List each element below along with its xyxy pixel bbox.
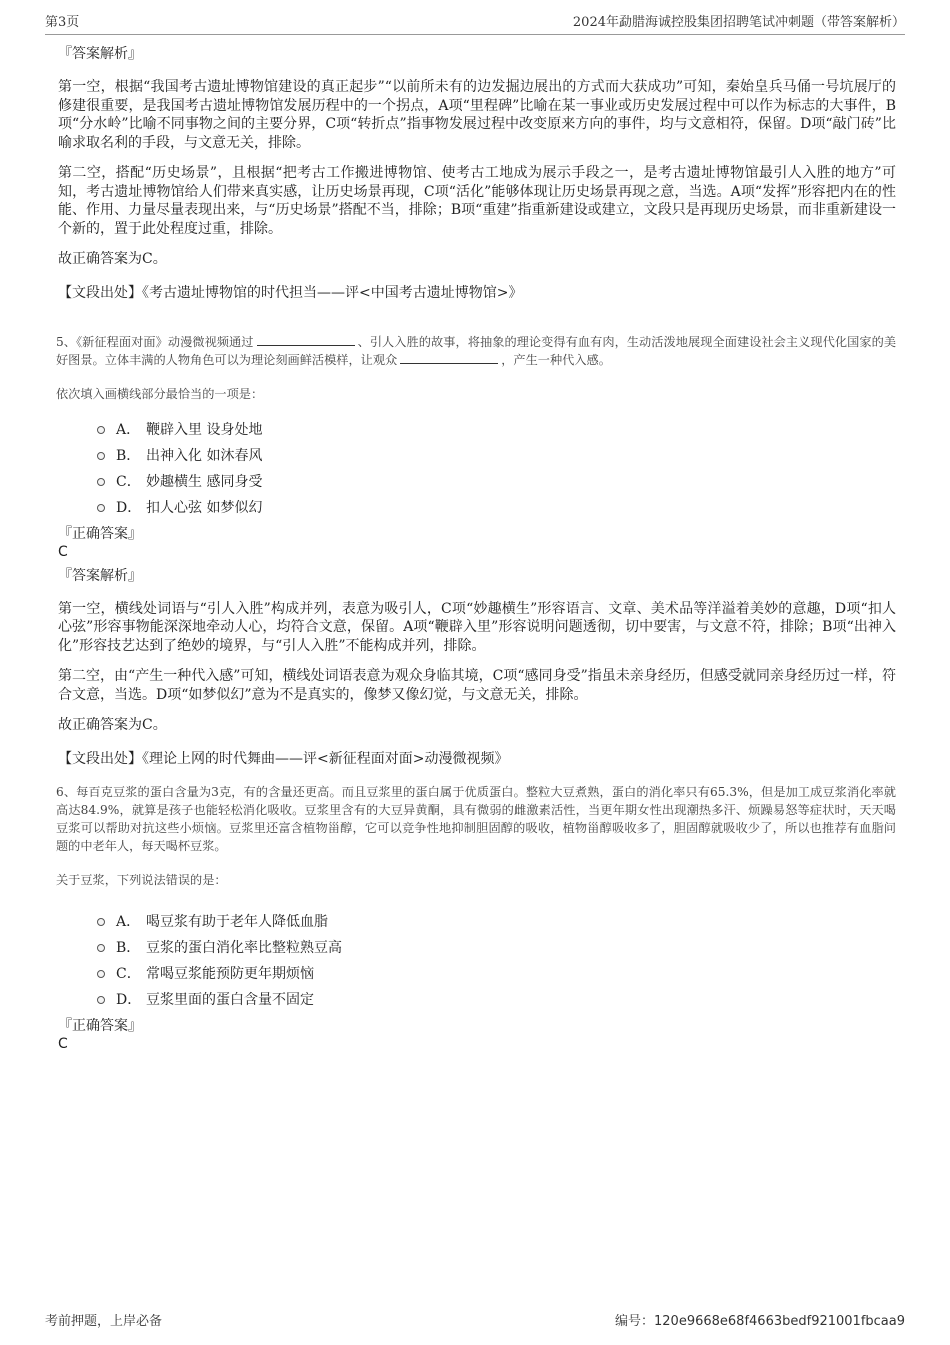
correct-answer-label: 『正确答案』 [58, 1017, 142, 1034]
fill-blank [400, 351, 498, 364]
question-4-analysis [56, 44, 896, 303]
option-d[interactable] [96, 987, 896, 1013]
question-prompt: 依次填入画横线部分最恰当的一项是： [56, 386, 264, 401]
option-b[interactable] [96, 443, 896, 469]
correct-answer: C [58, 1035, 68, 1052]
analysis-label: 『答案解析』 [58, 567, 142, 584]
option-text: 扣人心弦 如梦似幻 [146, 499, 263, 516]
question-text [56, 333, 896, 369]
radio-icon[interactable] [97, 996, 105, 1004]
radio-icon[interactable] [97, 478, 105, 486]
radio-icon[interactable] [97, 426, 105, 434]
option-c[interactable] [96, 469, 896, 495]
option-a[interactable] [96, 417, 896, 443]
options-list [96, 417, 896, 521]
option-a[interactable] [96, 909, 896, 935]
page-number: 第3页 [45, 15, 80, 30]
radio-icon[interactable] [97, 452, 105, 460]
footer-slogan: 考前押题，上岸必备 [45, 1314, 163, 1329]
document-title: 2024年勐腊海诚控股集团招聘笔试冲刺题（带答案解析） [572, 15, 905, 30]
question-text-part: 、引人入胜的故事，将抽象的理论变得有血有肉，生动活泼地展现全面建设社会主义现代化国家的美好图景。立体丰满的人物角色可以为理论刻画鲜活模样，让观众 [56, 334, 897, 367]
analysis-conclusion: 故正确答案为C。 [58, 717, 167, 733]
analysis-paragraph: 第二空，搭配“历史场景”，且根据“把考古工作搬进博物馆、使考古工地成为展示手段之一，是考古遗址博物馆最引人入胜的地方”可知，考古遗址博物馆给人们带来真实感，让历史场景再现，C项“活化”能够体现让历史场景再现之意，当选。A项“发挥”形容把内在的性能、作用、力量尽量表现出来，与“历史场景”搭配不当，排除；B项“重建”指重新建设或建立，文段只是再现历史场景，而非重新建设一个新的，置于此处程度过重，排除。 [58, 165, 896, 237]
question-text-part: ，产生一种代入感。 [501, 352, 611, 367]
option-letter: D． [116, 991, 142, 1008]
radio-icon[interactable] [97, 944, 105, 952]
analysis-label: 『答案解析』 [58, 46, 142, 62]
options-list [96, 909, 896, 1013]
option-letter: C． [116, 473, 141, 490]
option-letter: D． [116, 499, 142, 516]
radio-icon[interactable] [97, 918, 105, 926]
option-text: 常喝豆浆能预防更年期烦恼 [146, 965, 314, 982]
option-c[interactable] [96, 961, 896, 987]
code-value: 120e9668e68f4663bedf921001fbcaa9 [654, 1314, 905, 1329]
option-text: 出神入化 如沐春风 [146, 447, 263, 464]
option-d[interactable] [96, 495, 896, 521]
passage-source: 【文段出处】《考古遗址博物馆的时代担当——评<中国考古遗址博物馆>》 [58, 284, 523, 301]
passage-source: 【文段出处】《理论上网的时代舞曲——评<新征程面对面>动漫微视频》 [58, 750, 509, 767]
option-b[interactable] [96, 935, 896, 961]
correct-answer-label: 『正确答案』 [58, 525, 142, 542]
option-letter: B． [116, 447, 141, 464]
option-text: 喝豆浆有助于老年人降低血脂 [146, 913, 328, 930]
code-label: 编号： [615, 1314, 655, 1329]
option-text: 豆浆的蛋白消化率比整粒熟豆高 [146, 939, 342, 956]
option-text: 豆浆里面的蛋白含量不固定 [146, 991, 314, 1008]
option-letter: C． [116, 965, 141, 982]
radio-icon[interactable] [97, 970, 105, 978]
option-letter: A． [116, 913, 141, 930]
page-header [45, 14, 905, 35]
page-footer [45, 1312, 905, 1332]
question-6 [56, 783, 896, 1054]
option-letter: A． [116, 421, 141, 438]
option-text: 鞭辟入里 设身处地 [146, 421, 263, 438]
document-code [615, 1312, 905, 1332]
question-text: 6、每百克豆浆的蛋白含量为3克，有的含量还更高。而且豆浆里的蛋白属于优质蛋白。整粒大豆煮熟，蛋白的消化率只有65.3%，但是加工成豆浆消化率就高达84.9%，就算是孩子也能轻松消化吸收。豆浆里含有的大豆异黄酮，具有微弱的雌激素活性，当更年期女性出现潮热多汗、烦躁易怒等症状时，天天喝豆浆可以帮助对抗这些小烦恼。豆浆里还富含植物甾醇，它可以竞争性地抑制胆固醇的吸收，植物甾醇吸收多了，胆固醇就吸收少了，所以也推荐有血脂问题的中老年人，每天喝杯豆浆。 [56, 784, 896, 853]
analysis-paragraph: 第一空，横线处词语与“引人入胜”构成并列，表意为吸引人，C项“妙趣横生”形容语言、文章、美术品等洋溢着美妙的意趣，D项“扣人心弦”形容事物能深深地牵动人心，均符合文意，保留。A项“鞭辟入里”形容说明问题透彻，切中要害，与文意不符，排除；B项“出神入化”形容技艺达到了绝妙的境界，与“引人入胜”不能构成并列，排除。 [58, 600, 896, 654]
analysis-paragraph: 第一空，根据“我国考古遗址博物馆建设的真正起步”“以前所未有的边发掘边展出的方式而大获成功”可知，秦始皇兵马俑一号坑展厅的修建很重要，是我国考古遗址博物馆发展历程中的一个拐点，A项“里程碑”比喻在某一事业或历史发展过程中可以作为标志的大事件，B项“分水岭”比喻不同事物之间的主要分界，C项“转折点”指事物发展过程中改变原来方向的事件，均与文意相符，保留。D项“敲门砖”比喻求取名利的手段，与文意无关，排除。 [58, 79, 896, 151]
correct-answer: C [58, 543, 68, 560]
page-content [56, 44, 896, 1058]
radio-icon[interactable] [97, 504, 105, 512]
option-text: 妙趣横生 感同身受 [146, 473, 263, 490]
fill-blank [257, 333, 355, 346]
analysis-conclusion: 故正确答案为C。 [58, 251, 167, 267]
option-letter: B． [116, 939, 141, 956]
question-text-part: 5、《新征程面对面》动漫微视频通过 [56, 334, 254, 349]
question-5 [56, 333, 896, 769]
question-prompt: 关于豆浆，下列说法错误的是： [56, 872, 227, 887]
analysis-paragraph: 第二空，由“产生一种代入感”可知，横线处词语表意为观众身临其境，C项“感同身受”指虽未亲身经历，但感受就同亲身经历过一样，符合文意，当选。D项“如梦似幻”意为不是真实的，像梦又像幻觉，与文意无关，排除。 [58, 668, 896, 703]
